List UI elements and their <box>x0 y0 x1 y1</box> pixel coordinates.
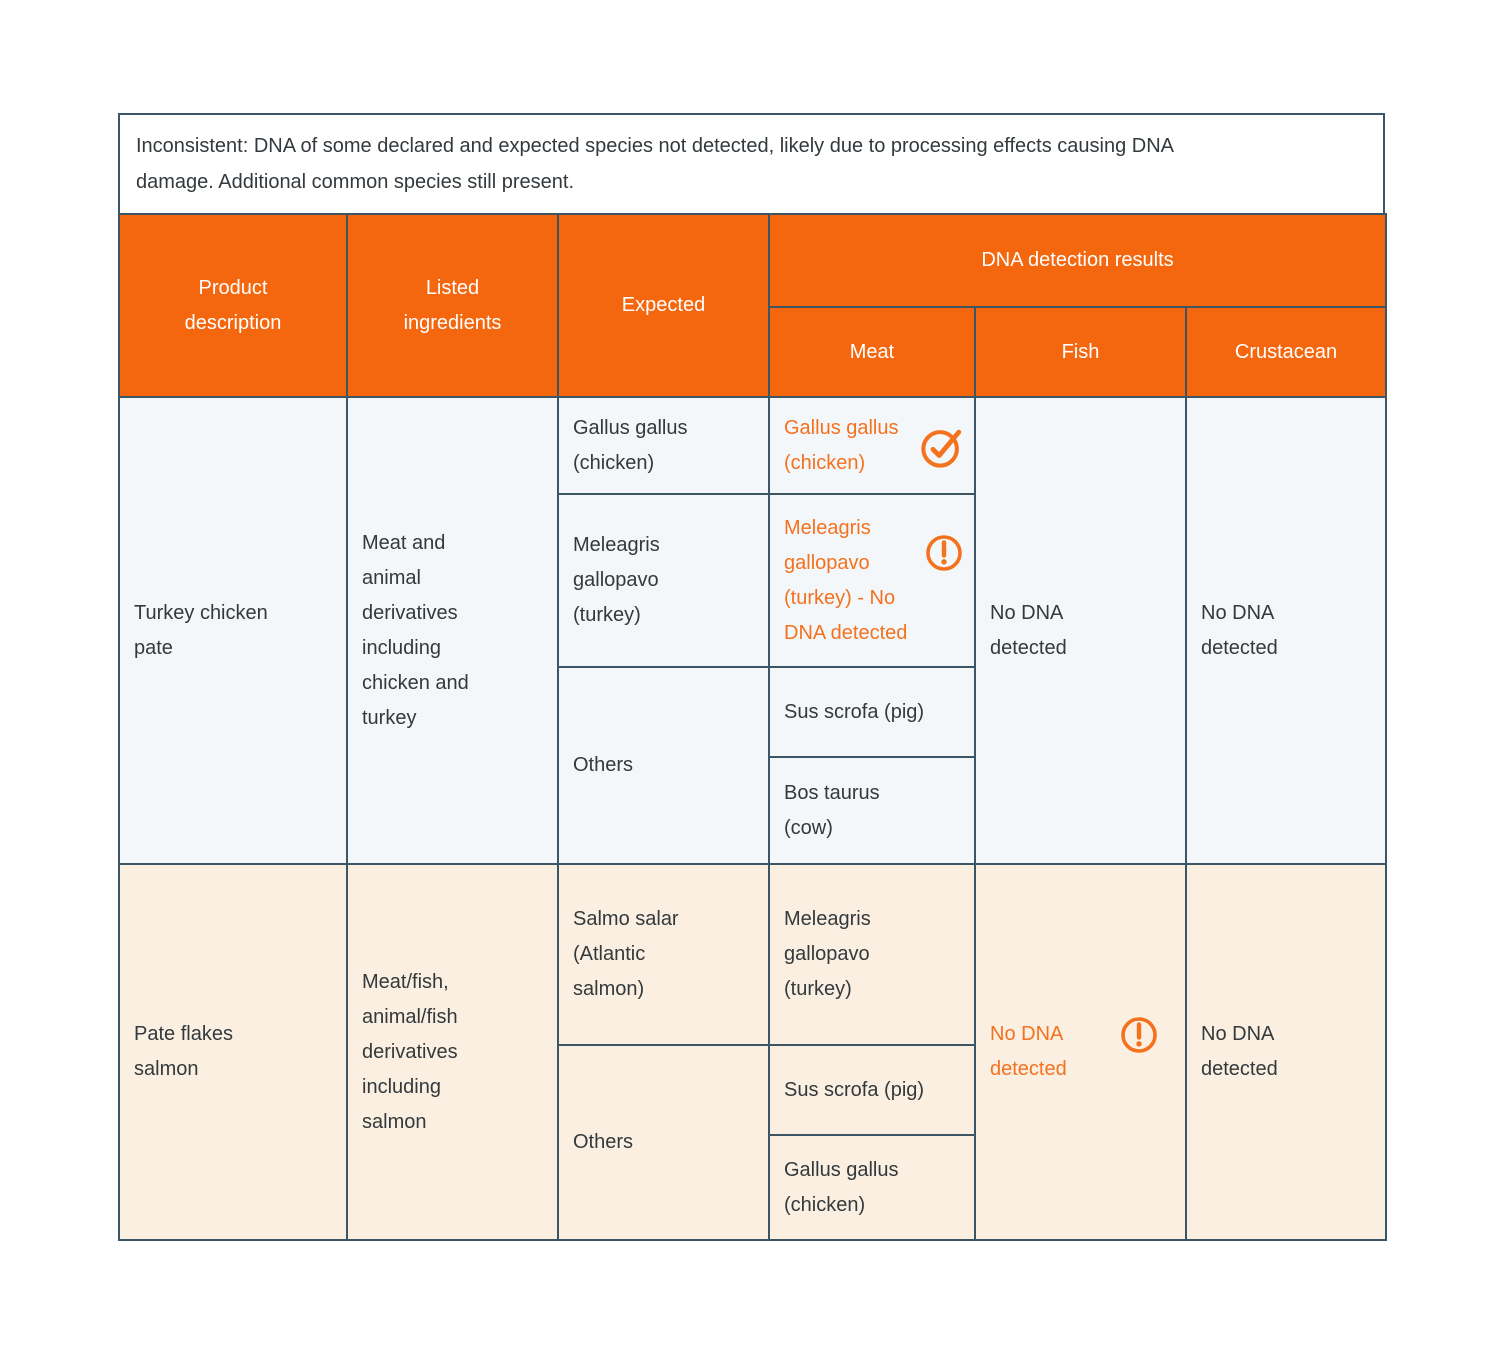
exclamation-circle-icon <box>1119 1015 1159 1055</box>
crustacean-result-cell <box>1186 397 1386 864</box>
fish-result-cell <box>975 397 1186 864</box>
expected-species-text: Others <box>573 754 634 776</box>
dna-report <box>118 113 1385 1241</box>
col-header-expected <box>558 214 769 397</box>
col-header-fish <box>975 307 1186 397</box>
col-header-crustacean <box>1186 307 1386 397</box>
product-name: Turkey chicken pate <box>134 601 268 659</box>
expected-species-text: Gallus gallus (chicken) <box>573 416 688 474</box>
fish-result-cell <box>975 864 1186 1240</box>
meat-result-text: Bos taurus (cow) <box>784 781 880 839</box>
expected-species-cell <box>558 864 769 1045</box>
crustacean-result-text: No DNA detected <box>1201 1023 1278 1080</box>
col-header-meat <box>769 307 975 397</box>
check-circle-icon <box>920 423 966 469</box>
fish-result-text: No DNA detected <box>990 1023 1067 1080</box>
col-header-listed-ingredients-label: Listed ingredients <box>403 276 502 334</box>
expected-species-cell <box>558 397 769 494</box>
meat-result-text: Meleagris gallopavo (turkey) - No DNA detected <box>784 516 908 644</box>
expected-species-cell <box>558 494 769 667</box>
meat-result-cell <box>769 397 975 494</box>
meat-result-cell <box>769 667 975 757</box>
expected-species-cell <box>558 667 769 864</box>
expected-species-cell <box>558 1045 769 1240</box>
listed-ingredients-cell <box>347 397 558 864</box>
fish-result-text: No DNA detected <box>990 601 1067 659</box>
meat-result-text: Sus scrofa (pig) <box>784 700 925 723</box>
col-header-meat-label: Meat <box>849 340 895 363</box>
meat-result-cell <box>769 1045 975 1135</box>
crustacean-result-text: No DNA detected <box>1201 601 1278 659</box>
exclamation-circle-icon <box>924 533 964 573</box>
crustacean-result-cell <box>1186 864 1386 1240</box>
listed-ingredients-text: Meat and animal derivatives including chicken and turkey <box>362 531 469 729</box>
meat-result-text: Gallus gallus (chicken) <box>784 1158 899 1216</box>
meat-result-text: Gallus gallus (chicken) <box>784 416 899 474</box>
meat-result-text: Meleagris gallopavo (turkey) <box>784 908 871 1000</box>
meat-result-text: Sus scrofa (pig) <box>784 1078 925 1101</box>
col-header-dna-detection-results <box>769 214 1386 307</box>
inconsistency-note <box>118 113 1385 215</box>
product-name-cell <box>119 864 347 1240</box>
meat-result-cell <box>769 1135 975 1240</box>
expected-species-text: Meleagris gallopavo (turkey) <box>573 534 660 626</box>
dna-results-table <box>118 213 1387 1241</box>
header-row-main <box>119 214 1386 307</box>
expected-species-text: Others <box>573 1131 634 1153</box>
col-header-fish-label: Fish <box>1061 340 1100 363</box>
meat-result-cell <box>769 494 975 667</box>
meat-result-cell <box>769 757 975 864</box>
expected-species-text: Salmo salar (Atlantic salmon) <box>573 908 679 1000</box>
listed-ingredients-text: Meat/fish, animal/fish derivatives including salmon <box>362 970 458 1133</box>
meat-result-cell <box>769 864 975 1045</box>
col-header-listed-ingredients <box>347 214 558 397</box>
table-row <box>119 397 1386 494</box>
col-header-crustacean-label: Crustacean <box>1234 340 1338 363</box>
inconsistency-note-text: Inconsistent: DNA of some declared and expected species not detected, likely due to processing effects causing DNA damage. Additional common species still present. <box>136 135 1173 193</box>
table-row <box>119 864 1386 1045</box>
listed-ingredients-cell <box>347 864 558 1240</box>
col-header-dna-detection-results-label: DNA detection results <box>981 249 1174 271</box>
col-header-product-description <box>119 214 347 397</box>
col-header-product-description-label: Product description <box>184 276 282 334</box>
col-header-expected-label: Expected <box>621 294 706 316</box>
product-name: Pate flakes salmon <box>134 1023 233 1080</box>
product-name-cell <box>119 397 347 864</box>
